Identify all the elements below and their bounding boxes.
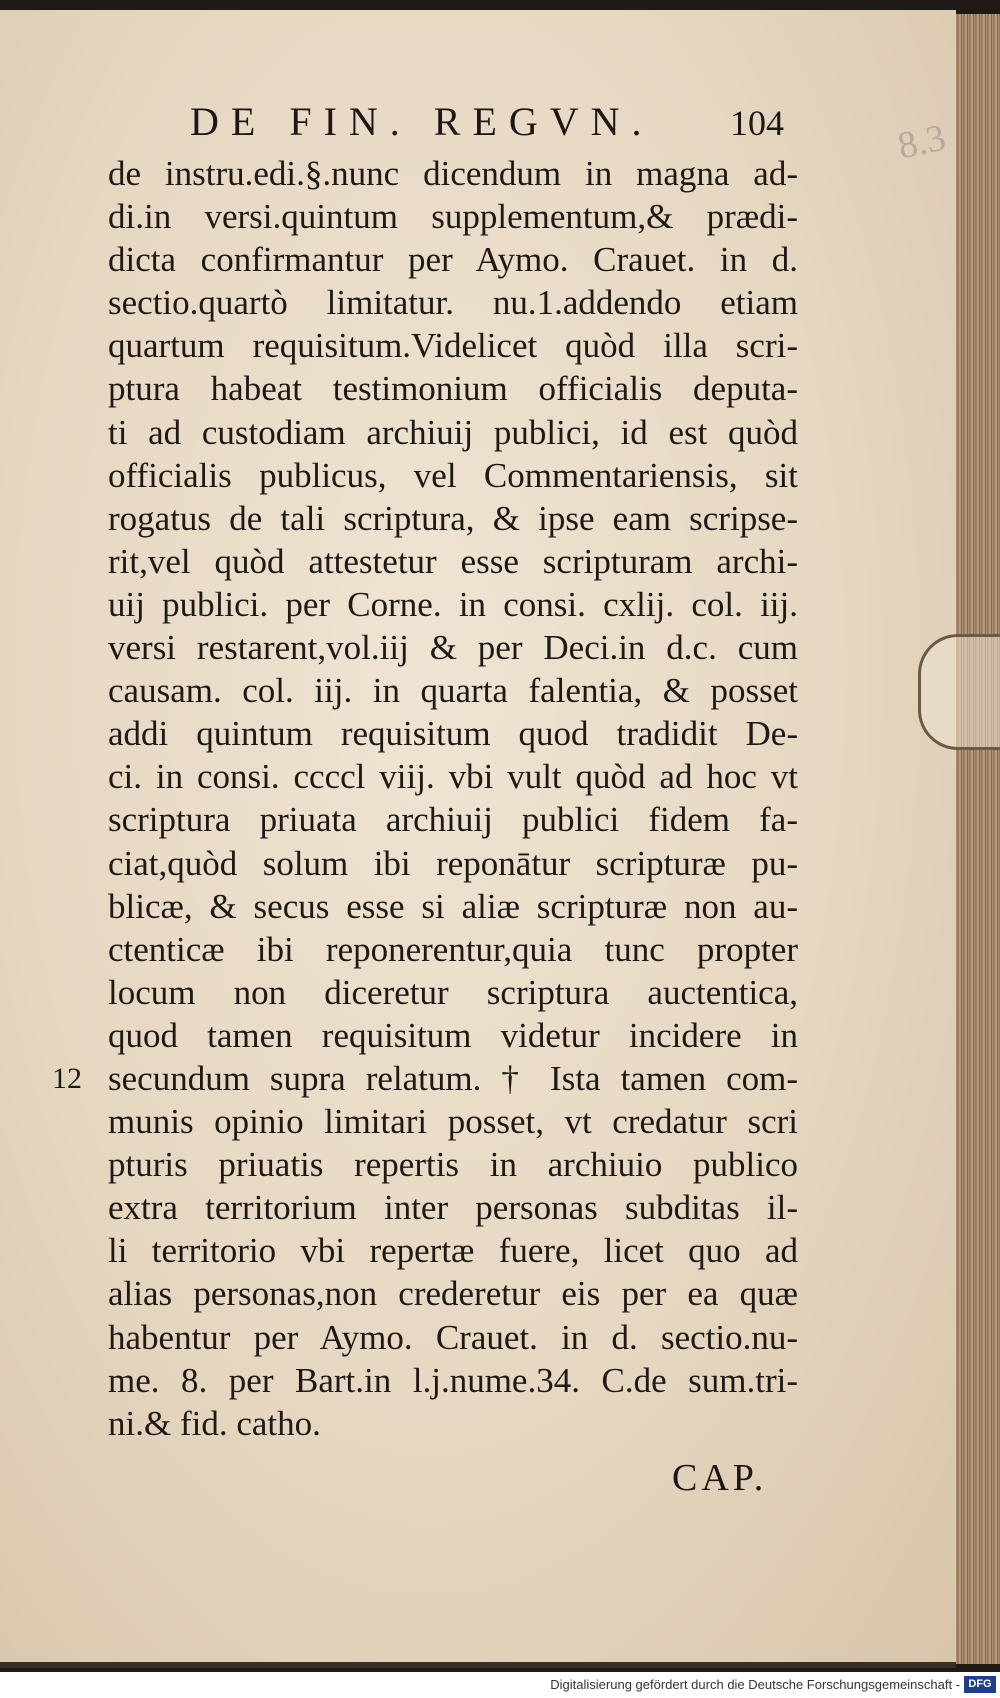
text-line: uij publici. per Corne. in consi. cxlij. col. iij. [108, 584, 798, 624]
text-line: ctenticæ ibi reponerentur,quia tunc propter [108, 929, 798, 969]
text-line: de instru.edi.§.nunc dicendum in magna ad- [108, 154, 798, 193]
text-line: ni.& fid. catho. [108, 1403, 321, 1443]
page-clip-tab [918, 634, 1000, 750]
text-line: scriptura priuata archiuij publici fidem fa- [108, 800, 798, 840]
text-line: versi restarent,vol.iij & per Deci.in d.c. cum [108, 628, 798, 668]
text-line: addi quintum requisitum quod tradidit De- [108, 714, 798, 754]
page-number: 104 [730, 103, 784, 143]
text-line: rit,vel quòd attestetur esse scripturam archi- [108, 541, 798, 581]
text-line: me. 8. per Bart.in l.j.nume.34. C.de sum.tri- [108, 1360, 798, 1400]
text-line: sectio.quartò limitatur. nu.1.addendo etiam [108, 283, 798, 323]
text-line: ci. in consi. ccccl viij. vbi vult quòd ad hoc vt [108, 757, 798, 797]
dfg-logo: DFG [964, 1676, 996, 1693]
footer-credit: Digitalisierung gefördert durch die Deutsche Forschungsgemeinschaft - [550, 1677, 960, 1692]
text-line: ti ad custodiam archiuij publici, id est quòd [108, 412, 798, 452]
catchword: CAP. [672, 1457, 768, 1499]
text-line: causam. col. iij. in quarta falentia, & posset [108, 671, 798, 711]
text-line: quod tamen requisitum videtur incidere in [108, 1015, 798, 1055]
text-line: li territorio vbi repertæ fuere, licet quo ad [108, 1231, 798, 1271]
text-line: locum non diceretur scriptura auctentica, [108, 972, 798, 1012]
book-page-edges [956, 14, 1000, 1664]
text-line: munis opinio limitari posset, vt credatur scri [108, 1102, 798, 1142]
marginal-number: 12 [52, 1062, 82, 1095]
text-line: blicæ, & secus esse si aliæ scripturæ non au- [108, 886, 798, 926]
text-line: ptura habeat testimonium officialis deputa- [108, 369, 798, 409]
text-line: extra territorium inter personas subditas il- [108, 1188, 798, 1228]
body-text [108, 152, 798, 1445]
footer-bar [0, 1672, 1000, 1698]
page-header [190, 98, 790, 148]
text-line: dicta confirmantur per Aymo. Crauet. in d. [108, 240, 798, 280]
text-line: ciat,quòd solum ibi reponātur scripturæ pu- [108, 843, 798, 883]
text-line: quartum requisitum.Videlicet quòd illa scri- [108, 326, 798, 366]
text-line: di.in versi.quintum supplementum,& prædi- [108, 197, 798, 237]
text-line: habentur per Aymo. Crauet. in d. sectio.nu- [108, 1317, 798, 1357]
pencil-annotation: 8.3 [894, 116, 950, 168]
text-line: pturis priuatis repertis in archiuio publico [108, 1145, 798, 1185]
text-line: rogatus de tali scriptura, & ipse eam scripse- [108, 498, 798, 538]
text-line: alias personas,non crederetur eis per ea quæ [108, 1274, 798, 1314]
text-line: officialis publicus, vel Commentariensis, sit [108, 455, 798, 495]
book-page [0, 10, 956, 1668]
running-head: DE FIN. REGVN. [190, 99, 654, 144]
text-line: secundum supra relatum. † Ista tamen com- [108, 1058, 798, 1098]
